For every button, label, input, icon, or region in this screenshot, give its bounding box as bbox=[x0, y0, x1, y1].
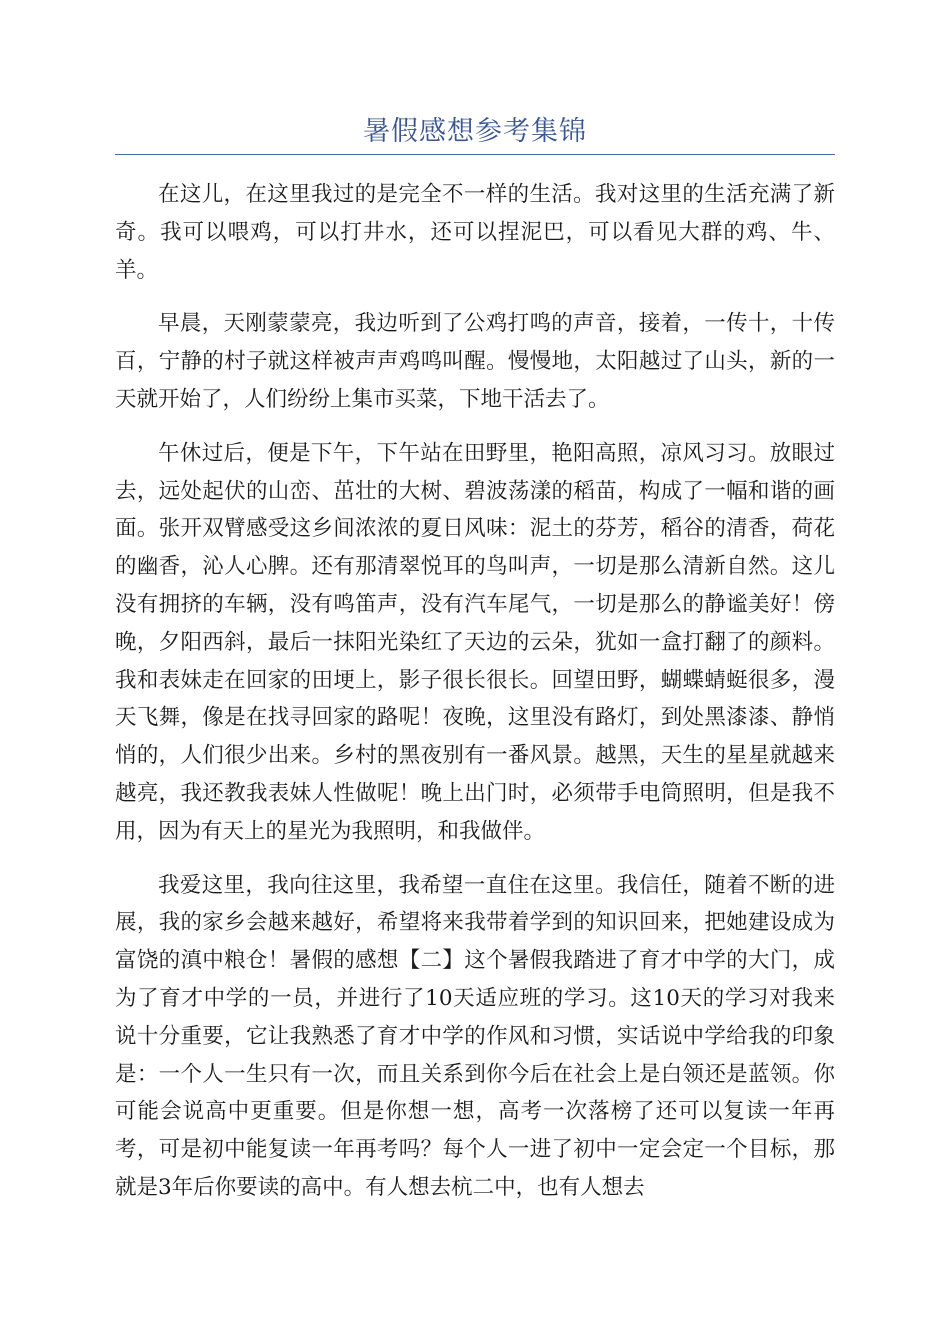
paragraph-2: 早晨，天刚蒙蒙亮，我边听到了公鸡打鸣的声音，接着，一传十，十传百，宁静的村子就这样被声声鸡鸣叫醒。慢慢地，太阳越过了山头，新的一天就开始了，人们纷纷上集市买菜，下地干活去了。 bbox=[115, 311, 835, 412]
document-title: 暑假感想参考集锦 bbox=[363, 116, 587, 147]
paragraph-1: 在这儿，在这里我过的是完全不一样的生活。我对这里的生活充满了新奇。我可以喂鸡，可以打井水，还可以捏泥巴，可以看见大群的鸡、牛、羊。 bbox=[115, 182, 835, 283]
paragraph-4: 我爱这里，我向往这里，我希望一直住在这里。我信任，随着不断的进展，我的家乡会越来越好，希望将来我带着学到的知识回来，把她建设成为富饶的滇中粮仓！暑假的感想【二】这个暑假我踏进了育才中学的大门，成为了育才中学的一员，并进行了10天适应班的学习。这10天的学习对我来说十分重要，它让我熟悉了育才中学的作风和习惯，实话说中学给我的印象是：一个人一生只有一次，而且关系到你今后在社会上是白领还是蓝领。你可能会说高中更重要。但是你想一想，高考一次落榜了还可以复读一年再考，可是初中能复读一年再考吗？每个人一进了初中一定会定一个目标，那就是3年后你要读的高中。有人想去杭二中，也有人想去 bbox=[115, 872, 835, 1200]
paragraph-3: 午休过后，便是下午，下午站在田野里，艳阳高照，凉风习习。放眼过去，远处起伏的山峦、茁壮的大树、碧波荡漾的稻苗，构成了一幅和谐的画面。张开双臂感受这乡间浓浓的夏日风味：泥土的芬芳，稻谷的清香，荷花的幽香，沁人心脾。还有那清翠悦耳的鸟叫声，一切是那么清新自然。这儿没有拥挤的车辆，没有鸣笛声，没有汽车尾气，一切是那么的静谧美好！傍晚，夕阳西斜，最后一抹阳光染红了天边的云朵，犹如一盒打翻了的颜料。我和表妹走在回家的田埂上，影子很长很长。回望田野，蝴蝶蜻蜓很多，漫天飞舞，像是在找寻回家的路呢！夜晚，这里没有路灯，到处黑漆漆、静悄悄的，人们很少出来。乡村的黑夜别有一番风景。越黑，天生的星星就越来越亮，我还教我表妹人性做呢！晚上出门时，必须带手电筒照明，但是我不用，因为有天上的星光为我照明，和我做伴。 bbox=[115, 440, 835, 844]
document-body bbox=[115, 176, 835, 1223]
title-underline bbox=[115, 154, 835, 155]
